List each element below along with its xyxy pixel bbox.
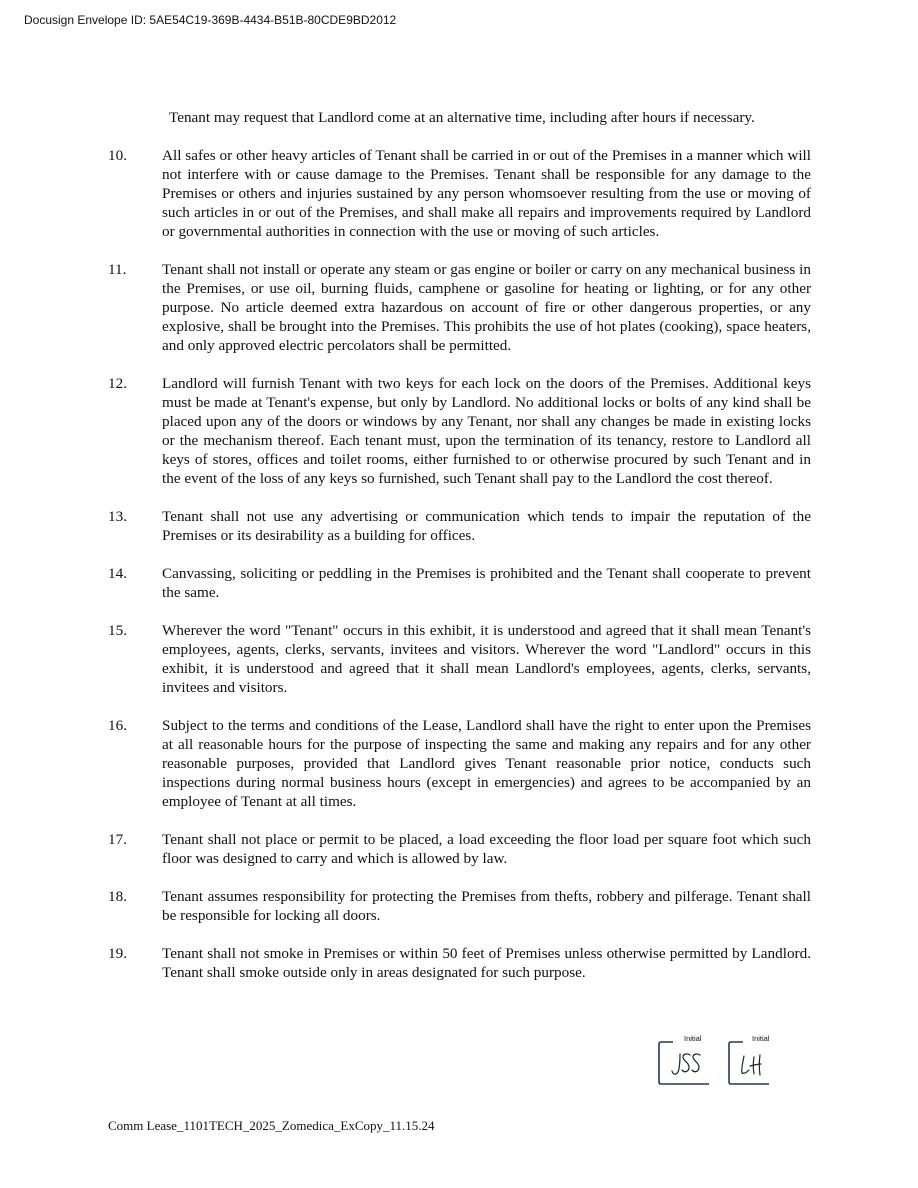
rule-item bbox=[108, 887, 812, 925]
rule-text: Tenant shall not install or operate any steam or gas engine or boiler or carry on any mechanical business in the Premises, or use oil, burning fluids, camphene or gasoline for heating or lighting, or for any other purpose. No article deemed extra hazardous on account of fire or other dangerous properties, or any explosive, shall be brought into the Premises. This prohibits the use of hot plates (cooking), space heaters, and only approved electric percolators shall be permitted. bbox=[162, 261, 811, 354]
rule-item bbox=[108, 564, 812, 602]
rule-item bbox=[108, 621, 812, 697]
rule-item bbox=[108, 944, 812, 982]
rule-item bbox=[108, 507, 812, 545]
rule-number: 18. bbox=[108, 888, 127, 905]
initial-field-2[interactable] bbox=[729, 1034, 770, 1085]
rule-number: 12. bbox=[108, 375, 127, 392]
initial-signature-jss bbox=[659, 1041, 709, 1085]
rule-text: Landlord will furnish Tenant with two keys for each lock on the doors of the Premises. Additional keys must be made at Tenant's expense, but only by Landlord. No additional locks or bolts of any kind shall be placed upon any of the doors or windows by any Tenant, nor shall any changes be made in existing locks or the mechanism thereof. Each tenant must, upon the termination of its tenancy, restore to Landlord all keys of stores, offices and toilet rooms, either furnished to or otherwise procured by such Tenant and in the event of the loss of any keys so furnished, such Tenant shall pay to the Landlord the cost thereof. bbox=[162, 375, 811, 487]
rule-text: Canvassing, soliciting or peddling in the Premises is prohibited and the Tenant shall cooperate to prevent the same. bbox=[162, 565, 811, 601]
rule-item bbox=[108, 830, 812, 868]
rule-text: Tenant assumes responsibility for protecting the Premises from thefts, robbery and pilferage. Tenant shall be responsible for locking all doors. bbox=[162, 888, 811, 924]
rule-text: Tenant shall not smoke in Premises or within 50 feet of Premises unless otherwise permitted by Landlord. Tenant shall smoke outside only in areas designated for such purpose. bbox=[162, 945, 811, 981]
rule-number: 14. bbox=[108, 565, 127, 582]
rules-list bbox=[108, 146, 812, 1001]
initial-signature-lh bbox=[729, 1041, 769, 1085]
initial-label: Initial bbox=[684, 1034, 702, 1043]
rule-number: 17. bbox=[108, 831, 127, 848]
rule-item bbox=[108, 260, 812, 355]
rule-text: Subject to the terms and conditions of the Lease, Landlord shall have the right to enter upon the Premises at all reasonable hours for the purpose of inspecting the same and making any repairs and for any other reasonable purposes, provided that Landlord gives Tenant reasonable prior notice, conducts such inspections during normal business hours (except in emergencies) and agrees to be accompanied by an employee of Tenant at all times. bbox=[162, 717, 811, 810]
rule-number: 15. bbox=[108, 622, 127, 639]
rule-text: All safes or other heavy articles of Tenant shall be carried in or out of the Premises in a manner which will not interfere with or cause damage to the Premises. Tenant shall be responsible for any damage to the Premises or others and injuries sustained by any person whomsoever resulting from the use or moving of such articles in or out of the Premises, and shall make all repairs and improvements required by Landlord or governmental authorities in connection with the use or moving of such articles. bbox=[162, 147, 811, 240]
rule-number: 19. bbox=[108, 945, 127, 962]
docusign-envelope-id: Docusign Envelope ID: 5AE54C19-369B-4434-B51B-80CDE9BD2012 bbox=[24, 13, 397, 27]
rule-item bbox=[108, 146, 812, 241]
initial-label: Initial bbox=[752, 1034, 770, 1043]
rule-number: 16. bbox=[108, 717, 127, 734]
rule-number: 13. bbox=[108, 508, 127, 525]
footer-document-name: Comm Lease_1101TECH_2025_Zomedica_ExCopy_11.15.24 bbox=[108, 1118, 435, 1133]
rule-text: Wherever the word "Tenant" occurs in this exhibit, it is understood and agreed that it shall mean Tenant's employees, agents, clerks, servants, invitees and visitors. Wherever the word "Landlord" occurs in this exhibit, it is understood and agreed that it shall mean Landlord's employees, agents, clerks, servants, invitees and visitors. bbox=[162, 622, 811, 696]
intro-paragraph: Tenant may request that Landlord come at an alternative time, including after hours if necessary. bbox=[169, 109, 755, 126]
rule-item bbox=[108, 716, 812, 811]
rule-text: Tenant shall not use any advertising or communication which tends to impair the reputation of the Premises or its desirability as a building for offices. bbox=[162, 508, 811, 544]
rule-item bbox=[108, 374, 812, 488]
rule-number: 10. bbox=[108, 147, 127, 164]
rule-number: 11. bbox=[108, 261, 127, 278]
rule-text: Tenant shall not place or permit to be placed, a load exceeding the floor load per square foot which such floor was designed to carry and which is allowed by law. bbox=[162, 831, 811, 867]
initial-field-1[interactable] bbox=[659, 1034, 709, 1085]
